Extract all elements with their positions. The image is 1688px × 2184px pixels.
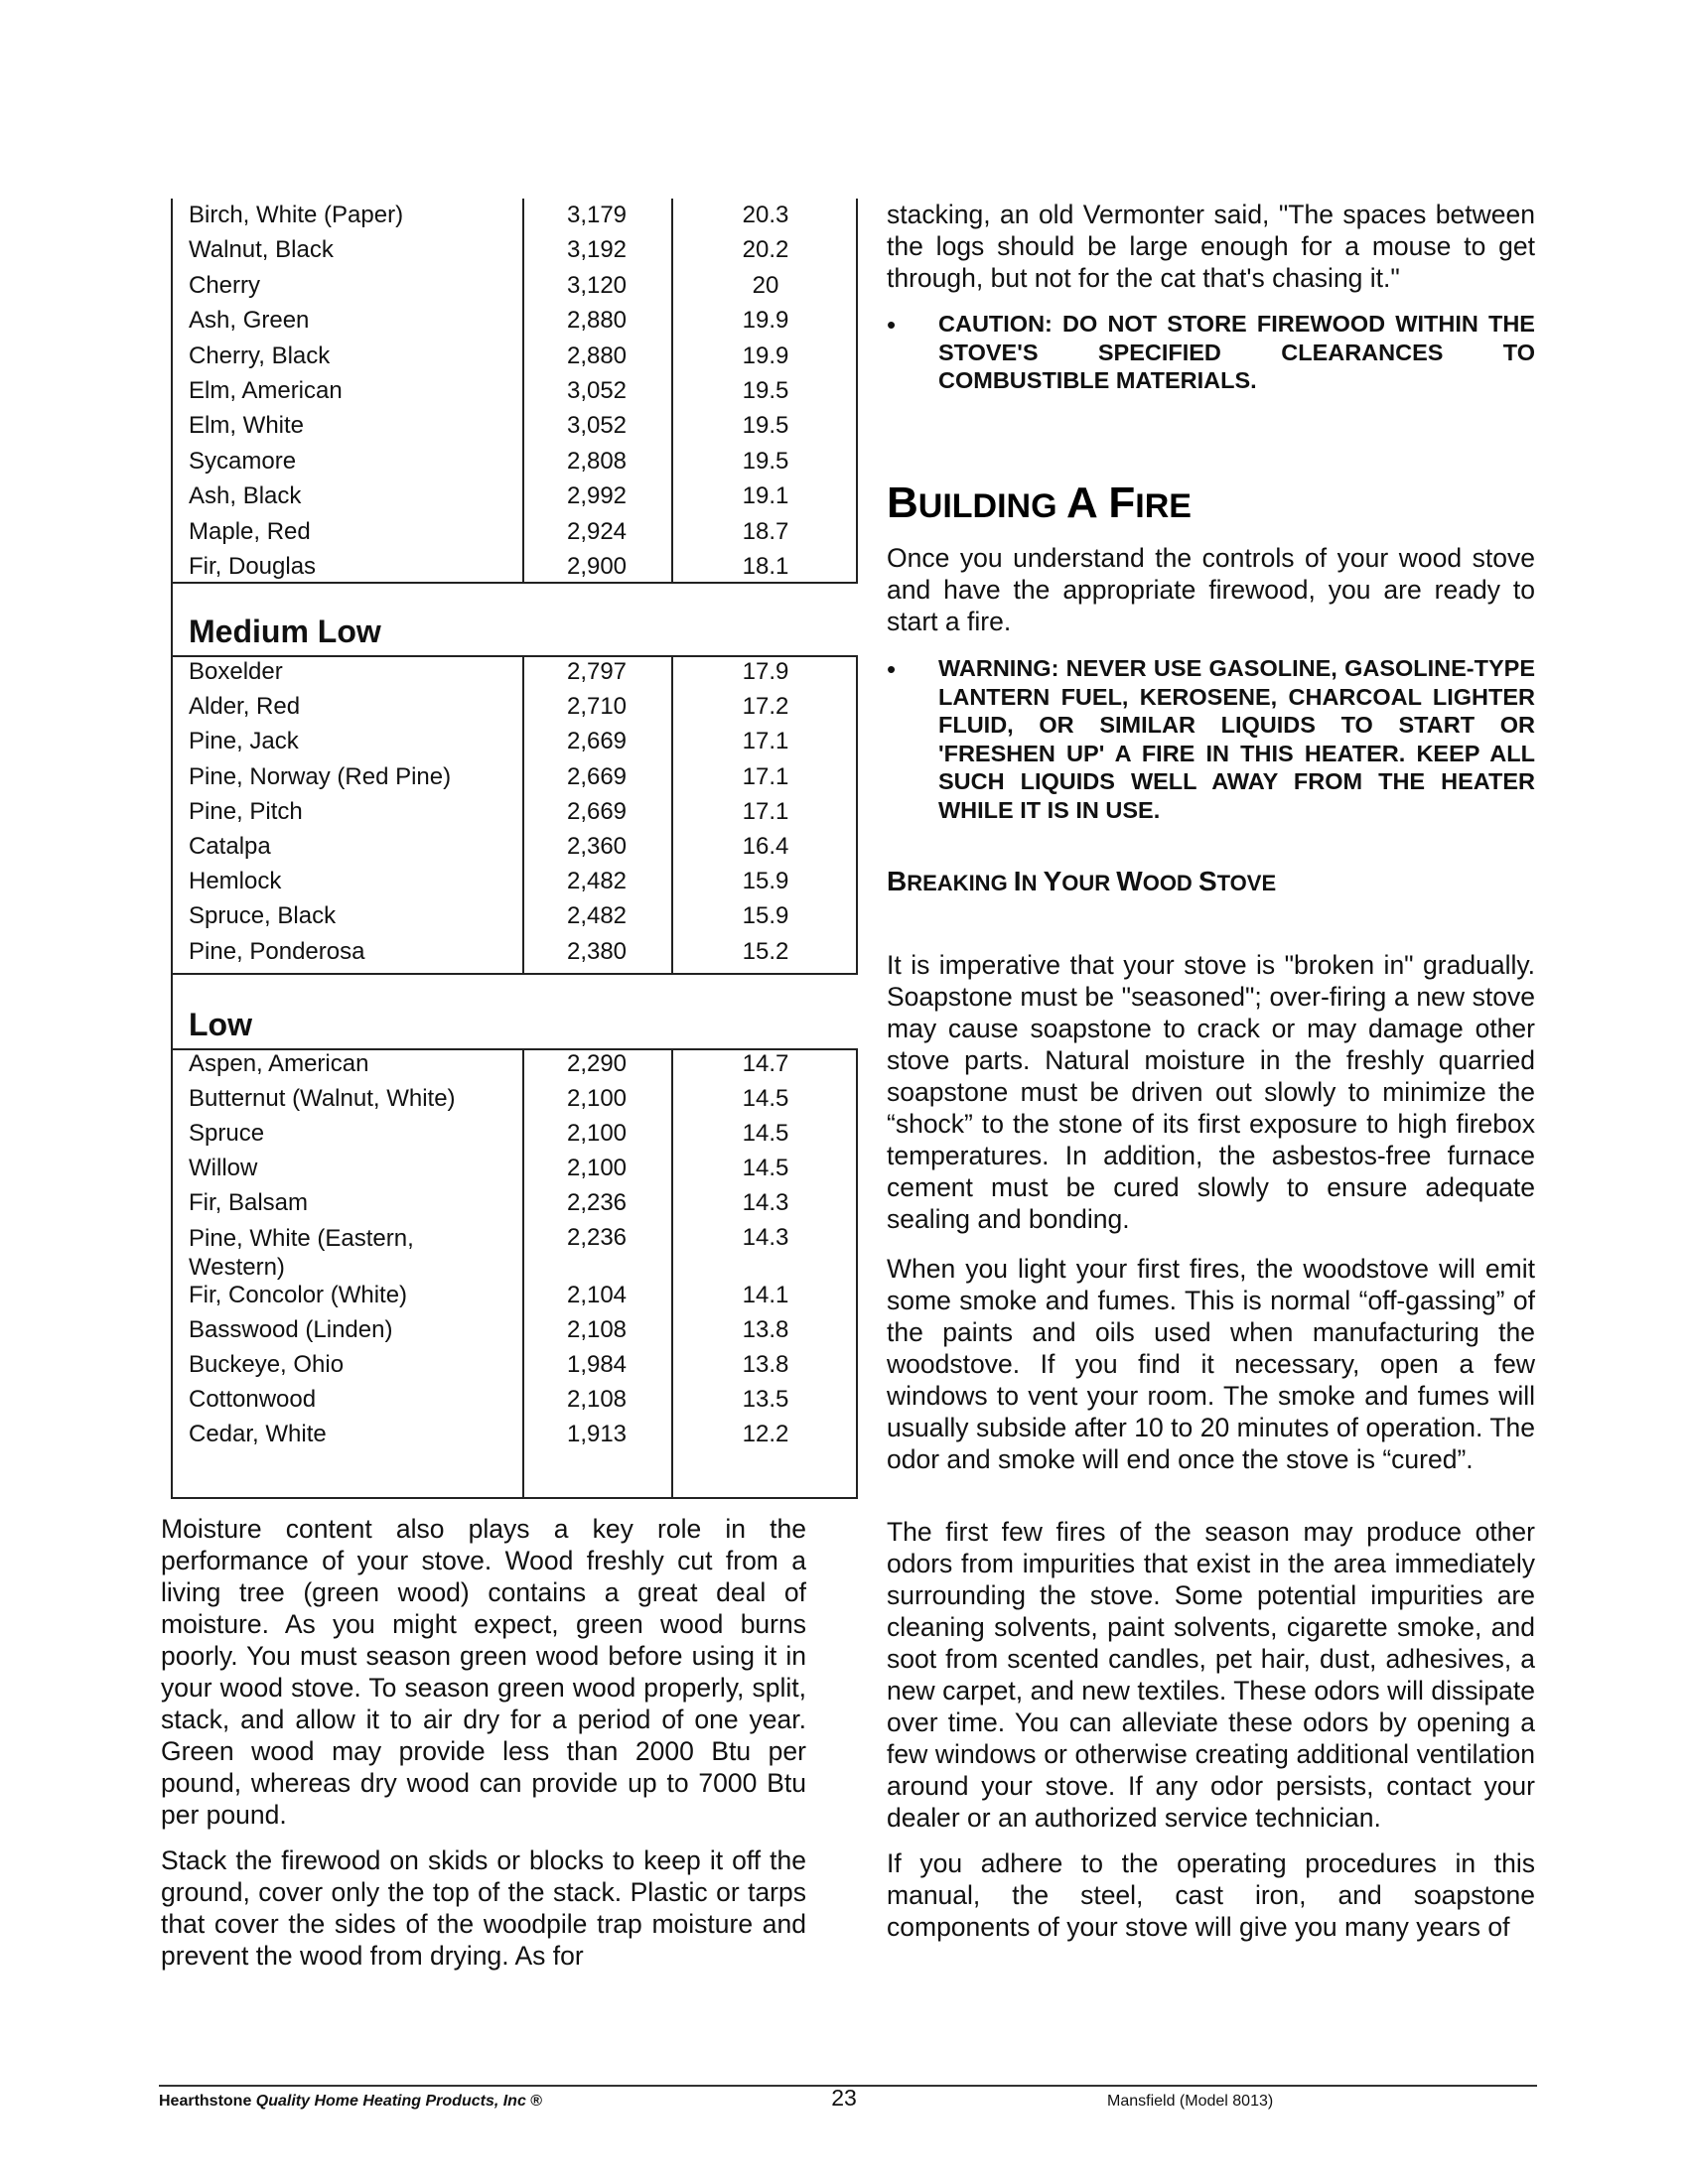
wood-name-cell: Boxelder <box>189 658 283 685</box>
wood-name-cell: Aspen, American <box>189 1050 369 1077</box>
wood-name-cell: Fir, Balsam <box>189 1189 309 1216</box>
million-btu-cell: 18.7 <box>742 517 789 545</box>
table-row <box>173 1386 860 1421</box>
table-row <box>173 202 860 236</box>
btu-per-pound-cell: 1,913 <box>566 1421 628 1447</box>
table-row <box>173 1155 860 1189</box>
btu-per-pound-cell: 1,984 <box>566 1351 628 1378</box>
heading-breaking-in: BREAKING IN YOUR WOOD STOVE <box>887 866 1277 896</box>
stack-paragraph: Stack the firewood on skids or blocks to keep it off the ground, cover only the top of the stack. Plastic or tarps that cover the sides of the woodpile trap moisture and prevent the wood from drying. As for <box>161 1845 806 1971</box>
btu-per-pound-cell: 2,100 <box>566 1120 628 1147</box>
section-heading-low: Low <box>189 1007 252 1042</box>
wood-name-cell: Cedar, White <box>189 1421 327 1447</box>
table-row <box>173 902 860 937</box>
million-btu-cell: 15.9 <box>742 868 789 895</box>
table-row <box>173 377 860 412</box>
medium-low-header-cell <box>173 584 860 655</box>
table-row <box>173 868 860 902</box>
wood-name-cell: Hemlock <box>189 868 282 895</box>
wood-name-cell: Pine, Norway (Red Pine) <box>189 762 452 790</box>
million-btu-cell: 20 <box>752 271 779 299</box>
btu-per-pound-cell: 2,360 <box>566 833 628 860</box>
adhere-paragraph: If you adhere to the operating procedures in this manual, the steel, cast iron, and soapstone components of your stove will give you many years of <box>887 1848 1535 1942</box>
btu-per-pound-cell: 2,236 <box>566 1224 628 1251</box>
million-btu-cell: 19.9 <box>742 341 789 369</box>
million-btu-cell: 13.8 <box>742 1351 789 1378</box>
warning-text: WARNING: NEVER USE GASOLINE, GASOLINE-TYPE LANTERN FUEL, KEROSENE, CHARCOAL LIGHTER FLUID, OR SIMILAR LIQUIDS TO START OR 'FRESHEN UP' A FIRE IN THIS HEATER. KEEP ALL SUCH LIQUIDS WELL AWAY FROM THE HEATER WHILE IT IS IN USE. <box>938 655 1535 823</box>
table-row <box>173 1351 860 1386</box>
btu-per-pound-cell: 2,482 <box>566 902 628 930</box>
table-row <box>173 307 860 341</box>
wood-name-cell: Elm, White <box>189 412 305 440</box>
wood-name-cell: Buckeye, Ohio <box>189 1351 345 1378</box>
btu-per-pound-cell: 3,120 <box>566 271 628 299</box>
million-btu-cell: 15.2 <box>742 937 789 965</box>
table-divider <box>173 655 856 657</box>
wood-name-cell: Cherry, Black <box>189 341 331 369</box>
million-btu-cell: 14.5 <box>742 1085 789 1112</box>
first-fires-paragraph: When you light your first fires, the woodstove will emit some smoke and fumes. This is normal “off-gassing” of the paints and oils used when manufacturing the woodstove. If you find it necessary, open a few windows to vent your room. The smoke and fumes will usually subside after 10 to 20 minutes of operation. The odor and smoke will end once the stove is “cured”. <box>887 1254 1535 1474</box>
wood-name-cell: Maple, Red <box>189 517 311 545</box>
btu-per-pound-cell: 3,052 <box>566 377 628 404</box>
table-row <box>173 1316 860 1351</box>
btu-per-pound-cell: 2,108 <box>566 1386 628 1413</box>
btu-per-pound-cell: 2,104 <box>566 1282 628 1308</box>
million-btu-cell: 14.3 <box>742 1189 789 1216</box>
wood-name-cell: Pine, White (Eastern, Western) <box>189 1225 414 1281</box>
million-btu-cell: 19.5 <box>742 377 789 404</box>
moisture-paragraph: Moisture content also plays a key role in the performance of your stove. Wood freshly cut from a living tree (green wood) contains a great deal of moisture. As you might expect, green wood burns poorly. You must season green wood before using it in your wood stove. To season green wood properly, split, stack, and allow it to air dry for a period of one year. Green wood may provide less than 2000 Btu per pound, whereas dry wood can provide up to 7000 Btu per pound. <box>161 1514 806 1830</box>
million-btu-cell: 18.1 <box>742 553 789 580</box>
wood-name-cell: Butternut (Walnut, White) <box>189 1085 456 1112</box>
wood-name-cell: Alder, Red <box>189 693 301 721</box>
wood-name-cell: Cherry <box>189 271 261 299</box>
wood-name-cell: Spruce <box>189 1120 265 1147</box>
million-btu-cell: 12.2 <box>742 1421 789 1447</box>
million-btu-cell: 14.3 <box>742 1224 789 1251</box>
table-row <box>173 1224 860 1281</box>
wood-name-cell: Fir, Douglas <box>189 553 317 580</box>
wood-name-cell: Fir, Concolor (White) <box>189 1282 408 1308</box>
table-row <box>173 798 860 833</box>
btu-per-pound-cell: 3,192 <box>566 236 628 264</box>
table-row <box>173 658 860 693</box>
table-row <box>173 412 860 447</box>
btu-per-pound-cell: 2,797 <box>566 658 628 685</box>
bullet-icon: • <box>887 310 897 340</box>
million-btu-cell: 19.1 <box>742 482 789 510</box>
wood-name-cell: Cottonwood <box>189 1386 317 1413</box>
table-row <box>173 938 860 973</box>
million-btu-cell: 17.1 <box>742 797 789 825</box>
wood-name-cell: Sycamore <box>189 447 297 475</box>
table-row <box>173 728 860 762</box>
million-btu-cell: 17.1 <box>742 762 789 790</box>
million-btu-cell: 17.9 <box>742 658 789 685</box>
btu-per-pound-cell: 2,900 <box>566 553 628 580</box>
million-btu-cell: 20.2 <box>742 236 789 264</box>
table-row <box>173 1050 860 1085</box>
btu-per-pound-cell: 2,669 <box>566 728 628 755</box>
table-row <box>173 342 860 377</box>
btu-per-pound-cell: 2,669 <box>566 797 628 825</box>
million-btu-cell: 14.7 <box>742 1050 789 1077</box>
imperative-paragraph: It is imperative that your stove is "broken in" gradually. Soapstone must be "seasoned"; over-firing a new stove may cause soapstone to crack or may damage other stove parts. Natural moisture in the freshly quarried soapstone must be driven out slowly to minimize the “shock” to the stone of its first exposure to high firebox temperatures. In addition, the asbestos-free furnace cement must be cured slowly to ensure adequate sealing and bonding. <box>887 950 1535 1234</box>
table-row <box>173 1085 860 1120</box>
million-btu-cell: 14.5 <box>742 1155 789 1181</box>
btu-per-pound-cell: 2,880 <box>566 341 628 369</box>
btu-per-pound-cell: 2,100 <box>566 1085 628 1112</box>
million-btu-cell: 13.5 <box>742 1386 789 1413</box>
stacking-paragraph: stacking, an old Vermonter said, "The spaces between the logs should be large enough for a mouse to get through, but not for the cat that's chasing it." <box>887 200 1535 293</box>
table-row <box>173 833 860 868</box>
btu-per-pound-cell: 2,992 <box>566 482 628 510</box>
million-btu-cell: 20.3 <box>742 202 789 228</box>
million-btu-cell: 19.5 <box>742 447 789 475</box>
million-btu-cell: 17.2 <box>742 693 789 721</box>
wood-name-cell: Willow <box>189 1155 258 1181</box>
table-row <box>173 272 860 307</box>
btu-per-pound-cell: 2,710 <box>566 693 628 721</box>
heading-building-a-fire: BUILDING A FIRE <box>887 478 1192 527</box>
wood-name-cell: Birch, White (Paper) <box>189 202 404 228</box>
wood-name-cell: Elm, American <box>189 377 343 404</box>
table-row <box>173 1421 860 1455</box>
wood-name-cell: Pine, Ponderosa <box>189 937 365 965</box>
table-row <box>173 763 860 798</box>
million-btu-cell: 16.4 <box>742 833 789 860</box>
wood-name-cell: Catalpa <box>189 833 271 860</box>
page-number: 23 <box>831 2085 857 2111</box>
caution-text: CAUTION: DO NOT STORE FIREWOOD WITHIN THE STOVE'S SPECIFIED CLEARANCES TO COMBUSTIBLE MATERIALS. <box>938 311 1535 393</box>
footer-model: Mansfield (Model 8013) <box>1107 2093 1274 2110</box>
btu-per-pound-cell: 2,924 <box>566 517 628 545</box>
btu-per-pound-cell: 2,236 <box>566 1189 628 1216</box>
section-heading-medium-low: Medium Low <box>189 614 381 649</box>
wood-name-cell: Basswood (Linden) <box>189 1316 393 1343</box>
wood-name-cell: Walnut, Black <box>189 236 334 264</box>
million-btu-cell: 14.1 <box>742 1282 789 1308</box>
odors-paragraph: The first few fires of the season may produce other odors from impurities that exist in the area immediately surrounding the stove. Some potential impurities are cleaning solvents, paint solvents, cigarette smoke, and soot from scented candles, pet hair, dust, adhesives, a new carpet, and new textiles. These odors will dissipate over time. You can alleviate these odors by opening a few windows or otherwise creating additional ventilation around your stove. If any odor persists, contact your dealer or an authorized service technician. <box>887 1517 1535 1833</box>
btu-per-pound-cell: 2,808 <box>566 447 628 475</box>
million-btu-cell: 15.9 <box>742 902 789 930</box>
table-row <box>173 693 860 728</box>
btu-per-pound-cell: 2,669 <box>566 762 628 790</box>
wood-btu-table <box>171 199 858 1499</box>
table-row <box>173 518 860 553</box>
table-row <box>173 1120 860 1155</box>
btu-per-pound-cell: 2,380 <box>566 937 628 965</box>
building-paragraph: Once you understand the controls of your wood stove and have the appropriate firewood, you are ready to start a fire. <box>887 543 1535 636</box>
wood-name-cell: Spruce, Black <box>189 902 337 930</box>
wood-name-cell: Pine, Pitch <box>189 797 303 825</box>
low-header-cell <box>173 975 860 1048</box>
million-btu-cell: 19.5 <box>742 412 789 440</box>
million-btu-cell: 19.9 <box>742 307 789 335</box>
table-row <box>173 482 860 517</box>
wood-name-cell: Ash, Black <box>189 482 302 510</box>
btu-per-pound-cell: 3,052 <box>566 412 628 440</box>
caution-bullet <box>887 310 1535 395</box>
table-row <box>173 1282 860 1316</box>
warning-bullet <box>887 654 1535 824</box>
table-row <box>173 236 860 271</box>
table-row <box>173 448 860 482</box>
btu-per-pound-cell: 3,179 <box>566 202 628 228</box>
btu-per-pound-cell: 2,290 <box>566 1050 628 1077</box>
btu-per-pound-cell: 2,108 <box>566 1316 628 1343</box>
million-btu-cell: 17.1 <box>742 728 789 755</box>
million-btu-cell: 13.8 <box>742 1316 789 1343</box>
wood-name-cell: Pine, Jack <box>189 728 299 755</box>
btu-per-pound-cell: 2,100 <box>566 1155 628 1181</box>
table-row <box>173 1189 860 1224</box>
btu-per-pound-cell: 2,880 <box>566 307 628 335</box>
wood-name-cell: Ash, Green <box>189 307 310 335</box>
btu-per-pound-cell: 2,482 <box>566 868 628 895</box>
bullet-icon: • <box>887 654 897 684</box>
footer-company: Hearthstone Quality Home Heating Products, Inc ® <box>159 2093 543 2110</box>
million-btu-cell: 14.5 <box>742 1120 789 1147</box>
